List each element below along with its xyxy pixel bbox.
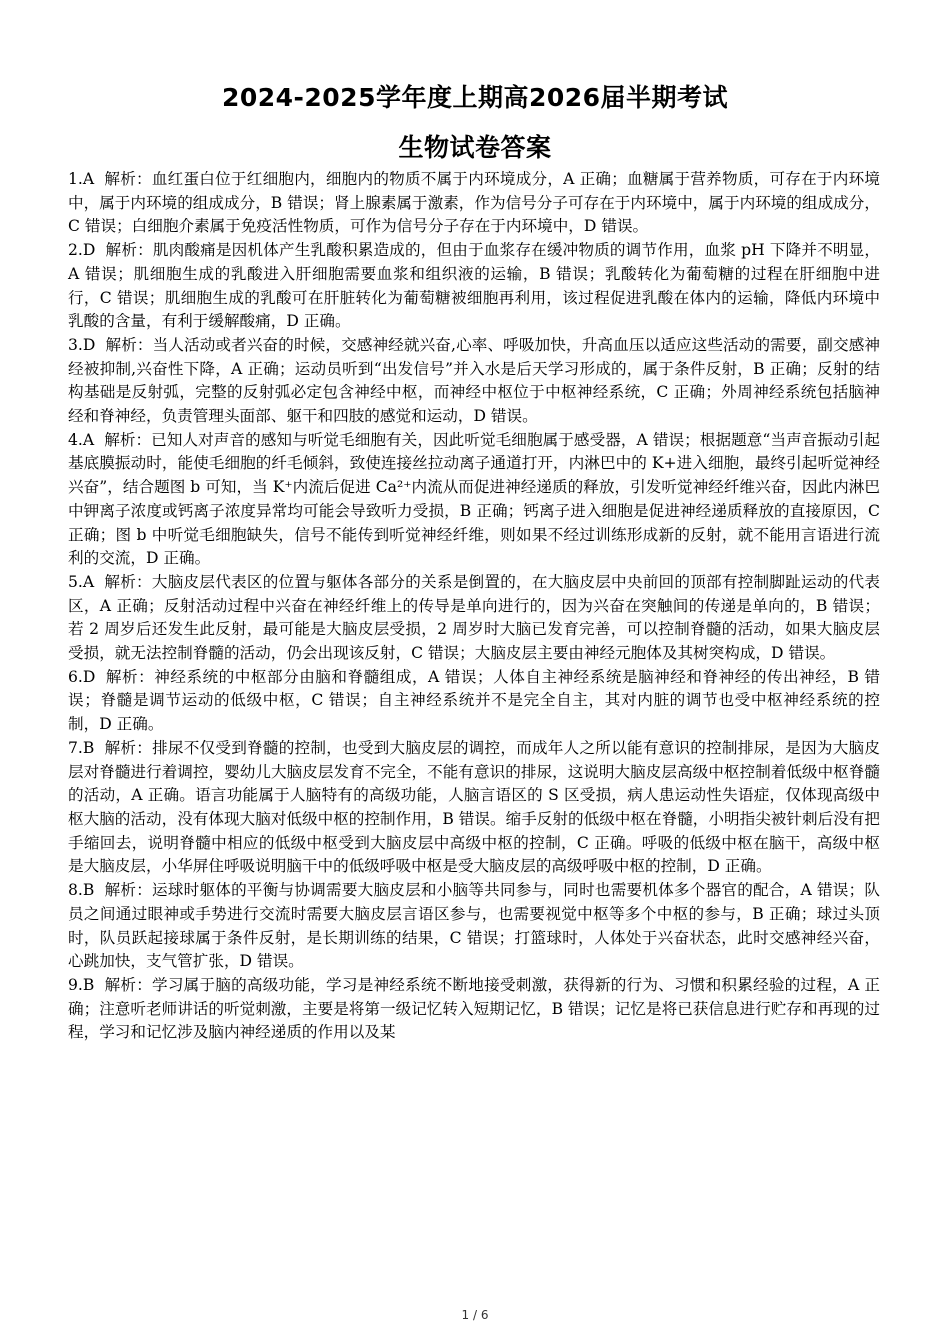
answer-explanation: 解析：肌肉酸痛是因机体产生乳酸积累造成的，但由于血浆存在缓冲物质的调节作用，血浆 pH 下降并不明显，A 错误；肌细胞生成的乳酸进入肝细胞需要血浆和组织液的运输，B 错误；乳酸转化为葡萄糖的过程在肝细胞中进行，C 错误；肌细胞生成的乳酸可在肝脏转化为葡萄糖被细胞再利用，该过程促进乳酸在体内的运输，降低内环境中乳酸的含量，有利于缓解酸痛，D 正确。 — [68, 241, 880, 331]
answer-explanation: 解析：血红蛋白位于红细胞内，细胞内的物质不属于内环境成分，A 正确；血糖属于营养物质，可存在于内环境中，属于内环境的组成成分，B 错误；肾上腺素属于激素，作为信号分子可存在于内环境中，属于内环境的组成成分，C 错误；白细胞介素属于免疫活性物质，可作为信号分子存在于内环境中，D 错误。 — [68, 170, 880, 236]
answer-explanation: 解析：学习属于脑的高级功能，学习是神经系统不断地接受刺激，获得新的行为、习惯和积累经验的过程，A 正确；注意听老师讲话的听觉刺激，主要是将第一级记忆转入短期记忆，B 错误；记忆是将已获信息进行贮存和再现的过程，学习和记忆涉及脑内神经递质的作用以及某 — [68, 975, 880, 1042]
page-indicator: 1 / 6 — [461, 1308, 489, 1322]
answer-item — [68, 334, 880, 429]
answer-explanation: 解析：排尿不仅受到脊髓的控制，也受到大脑皮层的调控，而成年人之所以能有意识的控制排尿，是因为大脑皮层对脊髓进行着调控，婴幼儿大脑皮层发育不完全，不能有意识的排尿，这说明大脑皮层高级中枢控制着低级中枢脊髓的活动，A 正确。语言功能属于人脑特有的高级功能，人脑言语区的 S 区受损，病人患运动性失语症，仅体现高级中枢大脑的活动，没有体现大脑对低级中枢的控制作用，B 错误。缩手反射的低级中枢在脊髓，小明指尖被针刺后没有把手缩回去，说明脊髓中相应的低级中枢受到大脑皮层中高级中枢的控制，C 正确。呼吸的低级中枢在脑干，高级中枢是大脑皮层，小华屏住呼吸说明脑干中的低级呼吸中枢是受大脑皮层的高级呼吸中枢的控制，D 正确。 — [68, 738, 880, 876]
answer-explanation: 解析：当人活动或者兴奋的时候，交感神经就兴奋,心率、呼吸加快，升高血压以适应这些活动的需要，副交感神经被抑制,兴奋性下降，A 正确；运动员听到“出发信号”并入水是后天学习形成的，属于条件反射，B 正确；反射的结构基础是反射弧，完整的反射弧必定包含神经中枢，而神经中枢位于中枢神经系统，C 正确；外周神经系统包括脑神经和脊神经，负责管理头面部、躯干和四肢的感觉和运动，D 错误。 — [68, 335, 880, 426]
answer-list — [68, 168, 880, 1045]
answer-explanation: 解析：运球时躯体的平衡与协调需要大脑皮层和小脑等共同参与，同时也需要机体多个器官的配合，A 错误；队员之间通过眼神或手势进行交流时需要大脑皮层言语区参与，也需要视觉中枢等多个中枢的参与，B 正确；球过头顶时，队员跃起接球属于条件反射，是长期训练的结果，C 错误；打篮球时，人体处于兴奋状态，此时交感神经兴奋，心跳加快，支气管扩张，D 错误。 — [68, 881, 880, 971]
answer-item — [68, 974, 880, 1045]
answer-explanation: 解析：神经系统的中枢部分由脑和脊髓组成，A 错误；人体自主神经系统是脑神经和脊神经的传出神经，B 错误；脊髓是调节运动的低级中枢，C 错误；自主神经系统并不是完全自主，其对内脏的调节也受中枢神经系统的控制，D 正确。 — [68, 667, 880, 734]
page-title: 2024-2025学年度上期高2026届半期考试 — [221, 83, 729, 112]
answer-number: 6.D — [68, 667, 96, 686]
answer-number: 1.A — [68, 170, 95, 188]
answer-number: 9.B — [68, 975, 95, 994]
page-subtitle: 生物试卷答案 — [398, 133, 552, 162]
answer-number: 8.B — [68, 881, 95, 900]
answer-item — [68, 239, 880, 334]
answer-number: 2.D — [68, 241, 96, 260]
answer-item — [68, 737, 880, 879]
answer-explanation: 解析：大脑皮层代表区的位置与躯体各部分的关系是倒置的，在大脑皮层中央前回的顶部有控制脚趾运动的代表区，A 正确；反射活动过程中兴奋在神经纤维上的传导是单向进行的，因为兴奋在突触间的传递是单向的，B 错误；若 2 周岁后还发生此反射，最可能是大脑皮层受损，2 周岁时大脑已发育完善，可以控制脊髓的活动，如果大脑皮层受损，就无法控制脊髓的活动，仍会出现该反射，C 错误；大脑皮层主要由神经元胞体及其树突构成，D 错误。 — [68, 572, 880, 663]
answer-item — [68, 168, 880, 239]
answer-item — [68, 571, 880, 666]
answer-item — [68, 429, 880, 571]
answer-explanation: 解析：已知人对声音的感知与听觉毛细胞有关，因此听觉毛细胞属于感受器，A 错误；根据题意“当声音振动引起基底膜振动时，能使毛细胞的纤毛倾斜，致使连接丝拉动离子通道打开，内淋巴中的 K+进入细胞，最终引起听觉神经兴奋”，结合题图 b 可知，当 K⁺内流后促进 Ca²⁺内流从而促进神经递质的释放，引发听觉神经纤维兴奋，因此内淋巴中钾离子浓度或钙离子浓度异常均可能会导致听力受损，B 正确；钙离子进入细胞是促进神经递质释放的直接原因，C 正确；图 b 中听觉毛细胞缺失，信号不能传到听觉神经纤维，则如果不经过训练形成新的反射，就不能用言语进行流利的交流，D 正确。 — [68, 430, 880, 568]
answer-item — [68, 666, 880, 737]
answer-item — [68, 879, 880, 974]
answer-number: 5.A — [68, 572, 95, 591]
answer-number: 4.A — [68, 430, 95, 449]
answer-number: 3.D — [68, 335, 96, 354]
answer-number: 7.B — [68, 738, 95, 757]
